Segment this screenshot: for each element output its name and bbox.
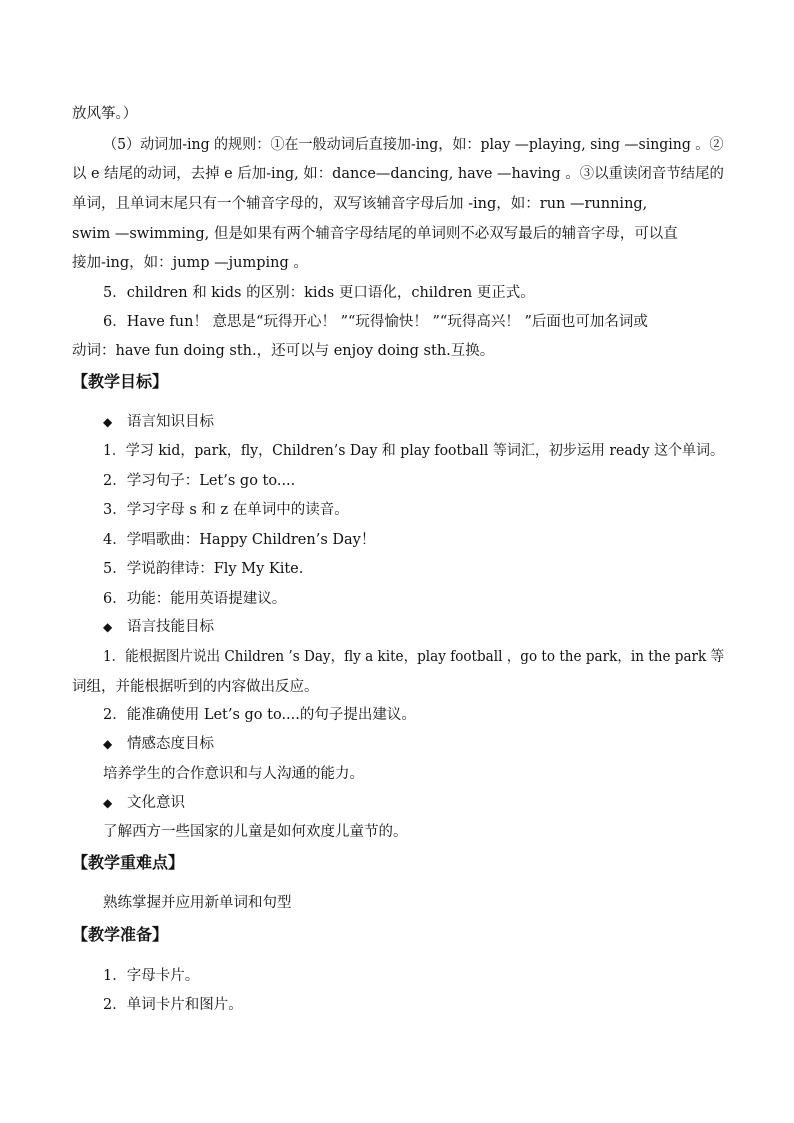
culture-label: 文化意识 bbox=[127, 795, 185, 811]
skills-item-1-line-2: 词组，并能根据听到的内容做出反应。 bbox=[72, 679, 319, 695]
knowledge-item-2: 2．学习句子：Let’s go to.... bbox=[103, 473, 296, 489]
diamond-bullet-icon: ◆ bbox=[103, 415, 113, 429]
diamond-bullet-icon: ◆ bbox=[103, 620, 113, 634]
rules-line-5: swim —swimming, 但是如果有两个辅音字母结尾的单词则不必双写最后的辅音字母，可以直 bbox=[72, 226, 678, 242]
rules-line-2: （5）动词加-ing 的规则：①在一般动词后直接加-ing，如：play —playing, sing —singing 。② bbox=[103, 137, 724, 153]
key-points-text: 熟练掌握并应用新单词和句型 bbox=[103, 895, 292, 911]
knowledge-item-4: 4．学唱歌曲：Happy Children’s Day！ bbox=[103, 532, 376, 548]
rules-line-1: 放风筝。） bbox=[72, 106, 138, 122]
knowledge-item-1: 1．学习 kid，park，fly，Children’s Day 和 play football 等词汇，初步运用 ready 这个单词。 bbox=[103, 443, 725, 459]
skills-item-1-line-1: 1．能根据图片说出 Children ’s Day，fly a kite，play football ，go to the park，in the park 等 bbox=[103, 649, 725, 665]
note-5: 5．children 和 kids 的区别：kids 更口语化，children 更正式。 bbox=[103, 285, 535, 301]
language-knowledge-label: 语言知识目标 bbox=[127, 414, 214, 430]
diamond-bullet-icon: ◆ bbox=[103, 737, 113, 751]
emotion-text: 培养学生的合作意识和与人沟通的能力。 bbox=[103, 766, 364, 782]
emotion-title bbox=[103, 734, 214, 754]
preparation-heading: 【教学准备】 bbox=[72, 925, 169, 944]
diamond-bullet-icon: ◆ bbox=[103, 796, 113, 810]
key-points-heading: 【教学重难点】 bbox=[72, 853, 185, 872]
knowledge-item-6: 6．功能：能用英语提建议。 bbox=[103, 591, 287, 607]
note-6-line-2: 动词：have fun doing sth.，还可以与 enjoy doing sth.互换。 bbox=[72, 343, 495, 359]
skills-item-2: 2．能准确使用 Let’s go to....的句子提出建议。 bbox=[103, 707, 416, 723]
knowledge-item-3: 3．学习字母 s 和 z 在单词中的读音。 bbox=[103, 502, 349, 518]
note-6-line-1: 6．Have fun！ 意思是“玩得开心！ ”“玩得愉快！ ”“玩得高兴！ ”后面也可加名词或 bbox=[103, 314, 648, 330]
rules-line-3: 以 e 结尾的动词，去掉 e 后加-ing, 如：dance—dancing, have —having 。③以重读闭音节结尾的 bbox=[72, 166, 724, 182]
culture-text: 了解西方一些国家的儿童是如何欢度儿童节的。 bbox=[103, 824, 408, 840]
language-skills-title bbox=[103, 617, 214, 637]
rules-line-6: 接加-ing，如：jump —jumping 。 bbox=[72, 255, 308, 271]
objectives-heading: 【教学目标】 bbox=[72, 372, 169, 391]
language-skills-label: 语言技能目标 bbox=[127, 619, 214, 635]
culture-title bbox=[103, 793, 185, 813]
language-knowledge-title bbox=[103, 412, 214, 432]
preparation-item-1: 1．字母卡片。 bbox=[103, 968, 200, 984]
preparation-item-2: 2．单词卡片和图片。 bbox=[103, 997, 243, 1013]
rules-line-4: 单词，且单词末尾只有一个辅音字母的，双写该辅音字母后加 -ing，如：run —running, bbox=[72, 196, 648, 212]
knowledge-item-5: 5．学说韵律诗：Fly My Kite. bbox=[103, 561, 304, 577]
emotion-label: 情感态度目标 bbox=[127, 736, 214, 752]
